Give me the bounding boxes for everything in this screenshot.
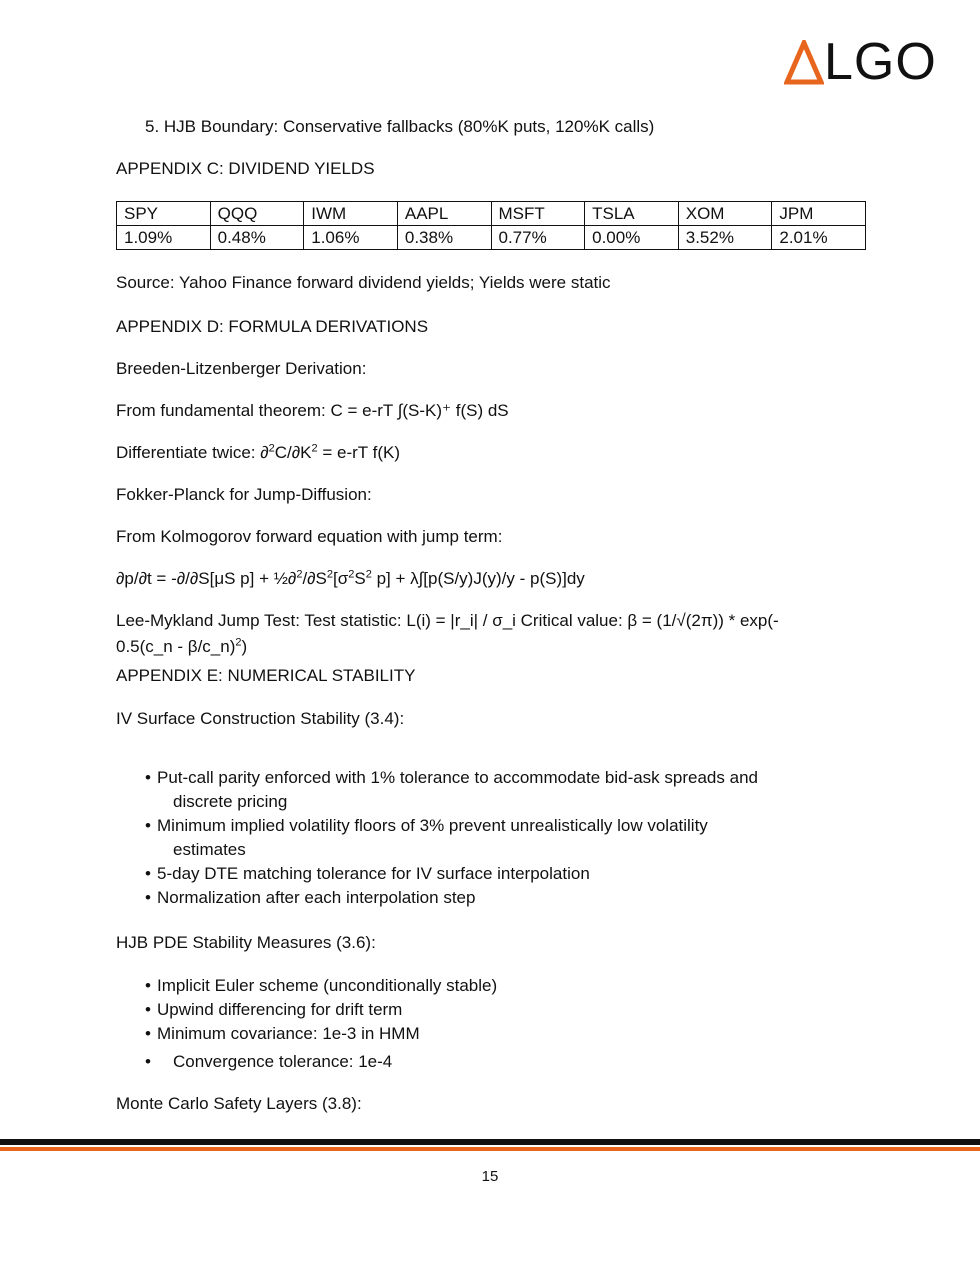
footer-rule-black	[0, 1139, 980, 1145]
list-item-text: Normalization after each interpolation step	[157, 888, 476, 907]
footer-rule-orange	[0, 1147, 980, 1151]
list-item-text: Put-call parity enforced with 1% tolerance to accommodate bid-ask spreads and	[157, 768, 758, 787]
list-item	[145, 1022, 497, 1046]
appendix-c-heading: APPENDIX C: DIVIDEND YIELDS	[116, 159, 375, 178]
monte-carlo-heading: Monte Carlo Safety Layers (3.8):	[116, 1094, 362, 1113]
list-item	[145, 862, 758, 886]
bullet-icon: •	[145, 816, 151, 835]
formula-part: p] + λ∫[p(S/y)J(y)/y - p(S)]dy	[371, 569, 585, 588]
fokker-planck-formula	[116, 568, 585, 590]
list-item-text: Convergence tolerance: 1e-4	[173, 1052, 393, 1071]
table-cell: 1.09%	[117, 226, 211, 250]
list-item-continuation: discrete pricing	[173, 792, 288, 811]
table-cell: 0.00%	[585, 226, 679, 250]
breeden-heading: Breeden-Litzenberger Derivation:	[116, 359, 367, 378]
table-header-cell: XOM	[678, 202, 772, 226]
table-header-cell: AAPL	[397, 202, 491, 226]
bullet-icon: •	[145, 1052, 151, 1071]
formula-part: ∂p/∂t = -∂/∂S[μS p] + ½∂	[116, 569, 297, 588]
appendix-e-heading: APPENDIX E: NUMERICAL STABILITY	[116, 666, 416, 685]
bullet-icon: •	[145, 864, 151, 883]
superscript: 2	[235, 636, 242, 649]
source-note: Source: Yahoo Finance forward dividend yields; Yields were static	[116, 273, 611, 292]
appendix-d-heading: APPENDIX D: FORMULA DERIVATIONS	[116, 317, 429, 336]
bullet-icon: •	[145, 888, 151, 907]
table-cell: 0.38%	[397, 226, 491, 250]
list-item-text: Minimum covariance: 1e-3 in HMM	[157, 1024, 420, 1043]
superscript: 2	[365, 568, 372, 581]
table-cell: 1.06%	[304, 226, 398, 250]
table-cell: 3.52%	[678, 226, 772, 250]
list-item	[145, 998, 497, 1022]
hjb-pde-heading: HJB PDE Stability Measures (3.6):	[116, 933, 376, 952]
triangle-a-icon	[784, 40, 824, 86]
table-cell: 0.77%	[491, 226, 585, 250]
differentiate-formula	[116, 442, 400, 464]
logo-text: LGO	[824, 33, 937, 91]
table-header-cell: JPM	[772, 202, 866, 226]
list-item	[145, 814, 758, 862]
bullet-icon: •	[145, 976, 151, 995]
formula-part: )	[241, 637, 248, 656]
superscript: 2	[348, 568, 355, 581]
superscript: 2	[296, 568, 303, 581]
table-header-cell: QQQ	[210, 202, 304, 226]
list-item	[145, 1050, 497, 1074]
page-number: 15	[481, 1168, 499, 1185]
bullet-icon: •	[145, 1000, 151, 1019]
superscript: 2	[326, 568, 334, 581]
list-item-text: 5-day DTE matching tolerance for IV surface interpolation	[157, 864, 590, 883]
table-row	[117, 226, 866, 250]
table-cell: 2.01%	[772, 226, 866, 250]
list-item-text: Implicit Euler scheme (unconditionally stable)	[157, 976, 498, 995]
bullet-icon: •	[145, 768, 151, 787]
algo-logo	[784, 34, 944, 90]
table-header-cell: TSLA	[585, 202, 679, 226]
dividend-yields-table	[116, 201, 866, 250]
list-item	[145, 766, 758, 814]
fokker-planck-heading: Fokker-Planck for Jump-Diffusion:	[116, 485, 372, 504]
table-cell: 0.48%	[210, 226, 304, 250]
table-header-row	[117, 202, 866, 226]
hjb-boundary-item: 5. HJB Boundary: Conservative fallbacks (80%K puts, 120%K calls)	[145, 117, 655, 136]
kolmogorov-intro: From Kolmogorov forward equation with jump term:	[116, 527, 503, 546]
superscript: 2	[311, 442, 318, 455]
hjb-stability-list	[145, 974, 497, 1074]
formula-part: /∂S	[302, 569, 327, 588]
lee-mykland-continuation	[116, 636, 247, 658]
formula-part: C/∂K	[274, 443, 312, 462]
list-item-text: Upwind differencing for drift term	[157, 1000, 403, 1019]
formula-part: 0.5(c_n - β/c_n)	[116, 637, 236, 656]
list-item	[145, 974, 497, 998]
superscript: 2	[268, 442, 275, 455]
table-header-cell: MSFT	[491, 202, 585, 226]
formula-part: S	[354, 569, 366, 588]
lee-mykland-line: Lee-Mykland Jump Test: Test statistic: L(i) = |r_i| / σ_i Critical value: β = (1/√(2π)) * exp(-	[116, 611, 779, 630]
fundamental-theorem-formula: From fundamental theorem: C = e-rT ∫(S-K)⁺ f(S) dS	[116, 401, 509, 420]
table-header-cell: IWM	[304, 202, 398, 226]
iv-surface-heading: IV Surface Construction Stability (3.4):	[116, 709, 405, 728]
formula-part: [σ	[333, 569, 349, 588]
iv-stability-list	[145, 766, 758, 910]
list-item-continuation: estimates	[173, 840, 246, 859]
list-item	[145, 886, 758, 910]
formula-part: Differentiate twice: ∂	[116, 443, 269, 462]
formula-part: = e-rT f(K)	[317, 443, 400, 462]
table-header-cell: SPY	[117, 202, 211, 226]
bullet-icon: •	[145, 1024, 151, 1043]
list-item-text: Minimum implied volatility floors of 3% prevent unrealistically low volatility	[157, 816, 708, 835]
